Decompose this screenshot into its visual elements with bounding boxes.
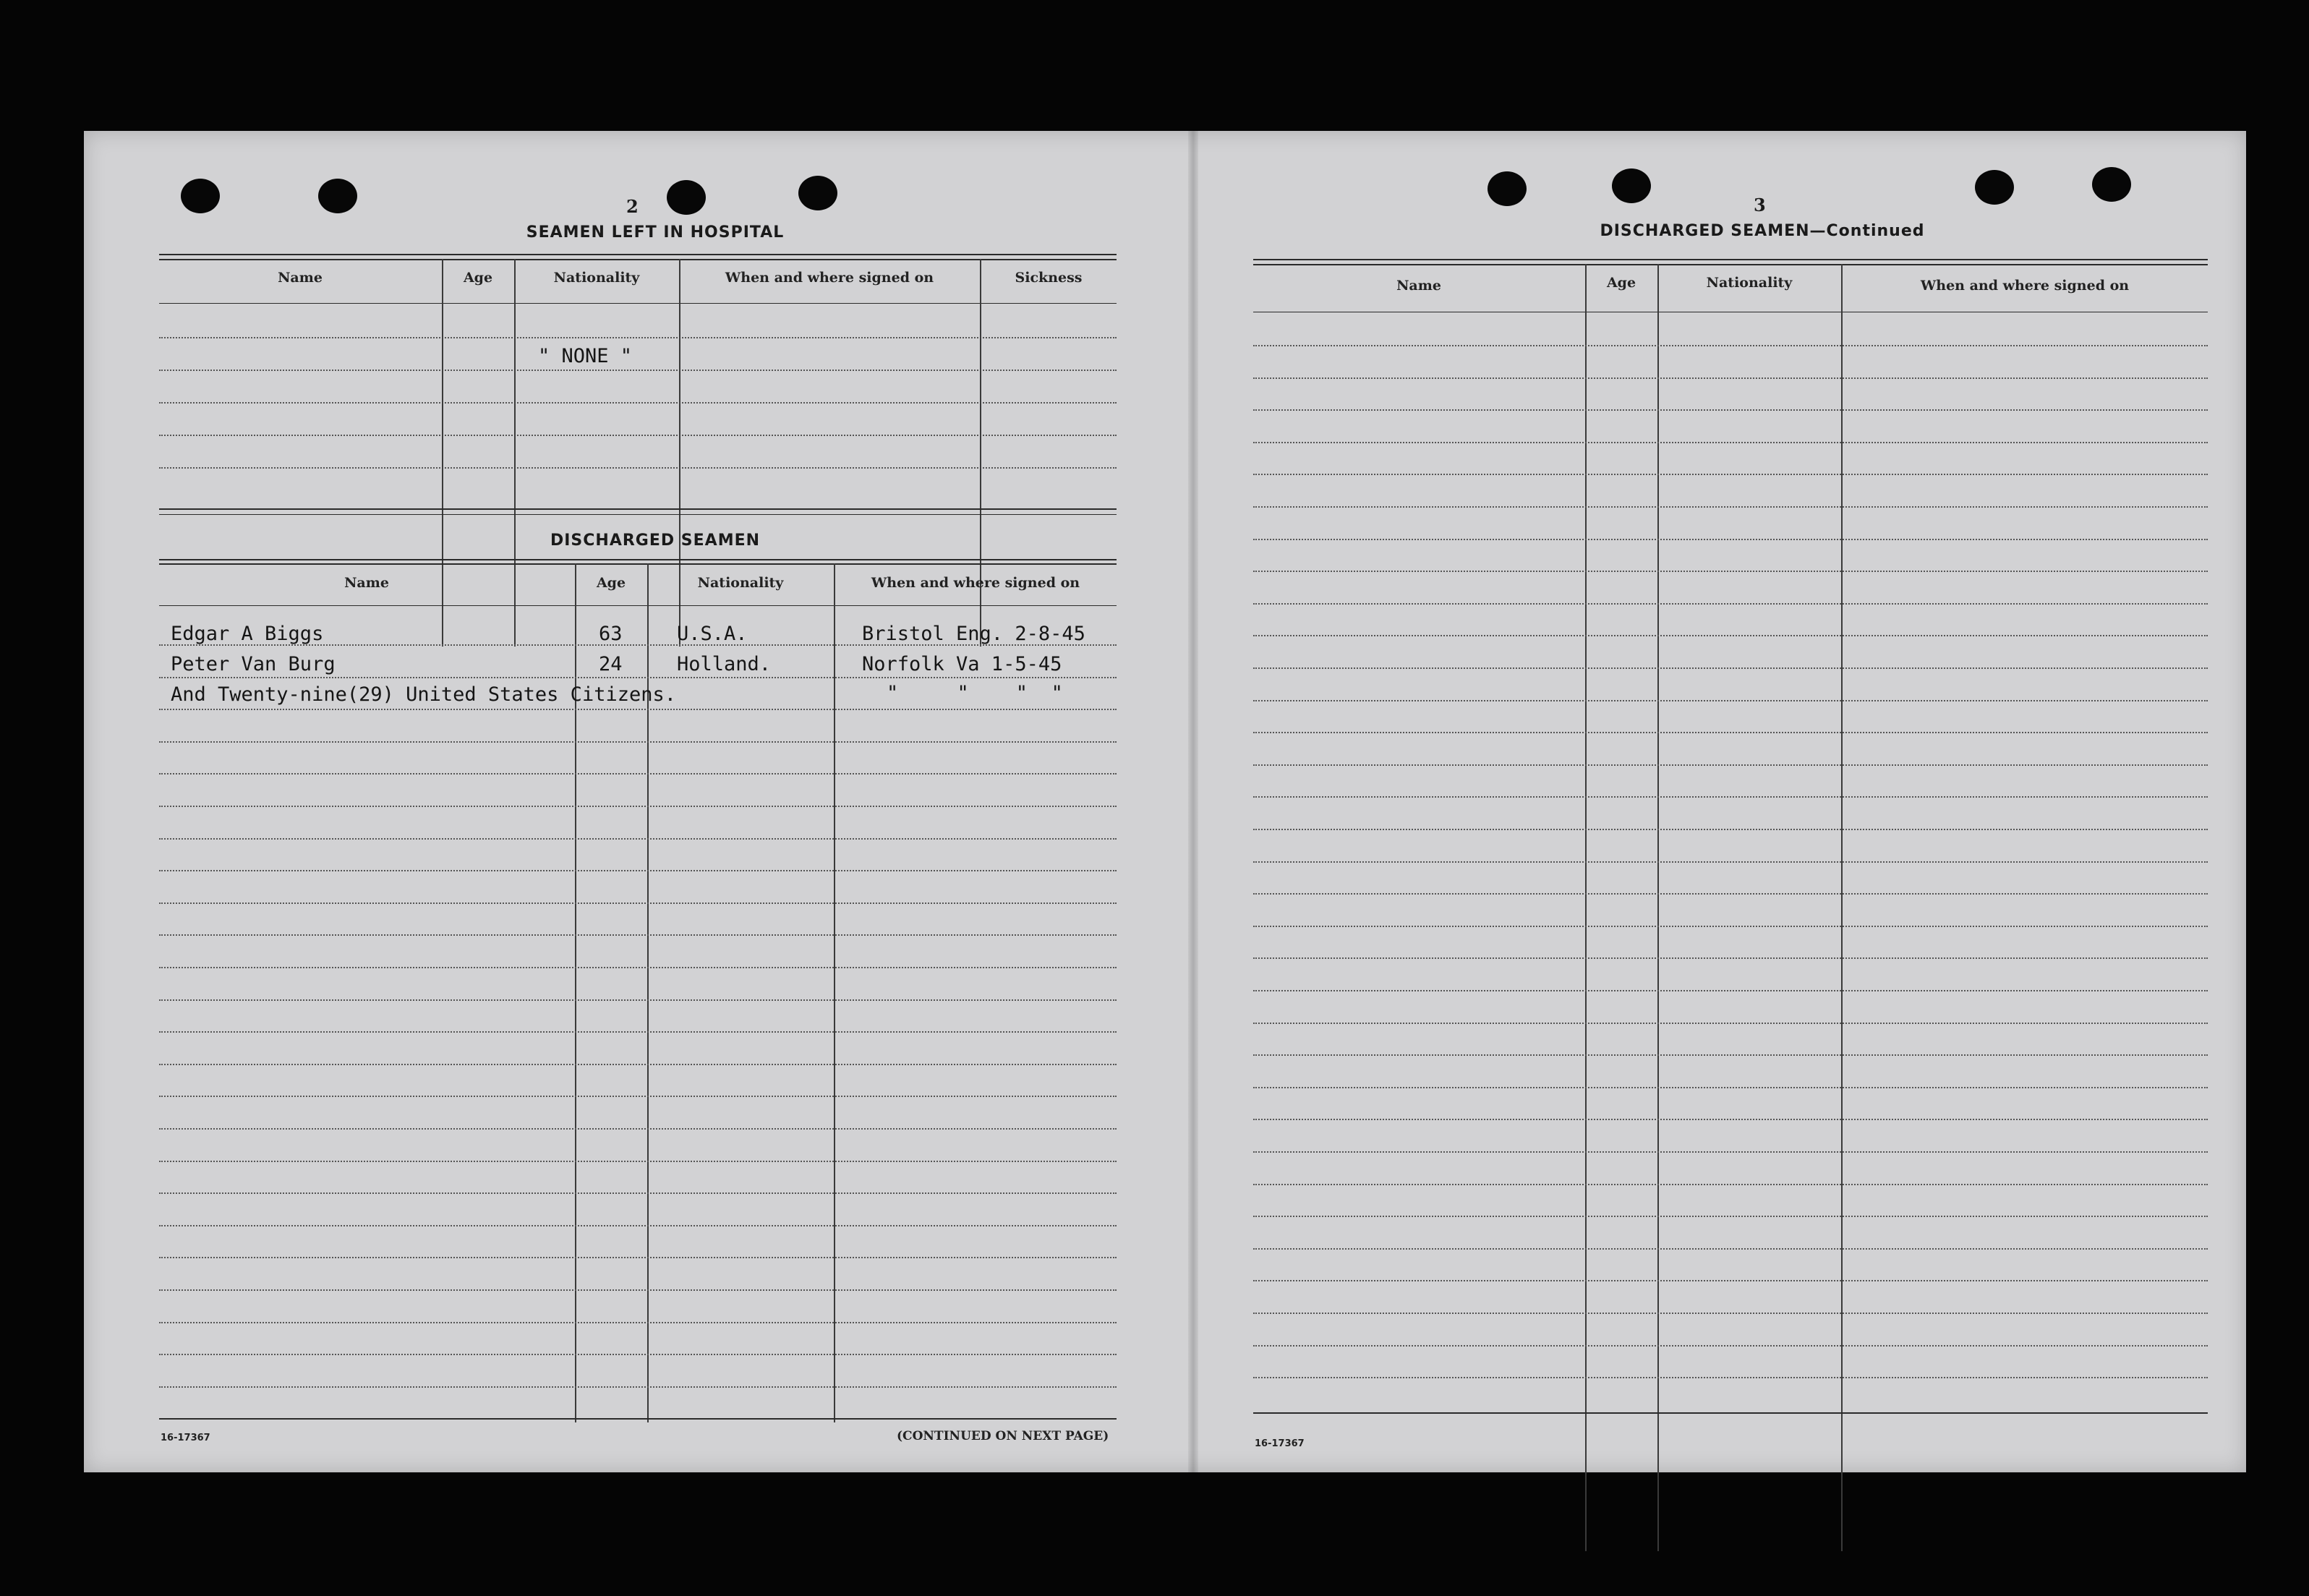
row-line bbox=[159, 1096, 1117, 1097]
seaman-signed-on: Norfolk Va 1-5-45 bbox=[862, 653, 1062, 675]
table-rule bbox=[159, 605, 1117, 606]
col-header-name: Name bbox=[1396, 278, 1441, 294]
row-line bbox=[159, 370, 1117, 371]
row-line bbox=[1253, 700, 2208, 701]
form-number: 16-17367 bbox=[1255, 1438, 1305, 1449]
row-line bbox=[159, 999, 1117, 1001]
table-rule bbox=[1253, 1412, 2208, 1414]
discharged-continued-title: DISCHARGED SEAMEN—Continued bbox=[1600, 222, 1925, 240]
row-line bbox=[1253, 539, 2208, 540]
row-line bbox=[159, 967, 1117, 968]
discharged-section-title: DISCHARGED SEAMEN bbox=[550, 532, 761, 550]
row-line bbox=[159, 337, 1117, 338]
col-header-name: Name bbox=[278, 270, 323, 286]
col-header-age: Age bbox=[596, 575, 626, 591]
left-page bbox=[84, 131, 1188, 1472]
row-line bbox=[1253, 1151, 2208, 1153]
row-line bbox=[1253, 957, 2208, 959]
table-rule bbox=[159, 259, 1117, 260]
row-line bbox=[1253, 829, 2208, 830]
row-line bbox=[159, 902, 1117, 904]
row-line bbox=[159, 1161, 1117, 1162]
row-line bbox=[1253, 926, 2208, 927]
row-line bbox=[159, 806, 1117, 807]
table-rule bbox=[159, 254, 1117, 255]
row-line bbox=[1253, 1313, 2208, 1314]
seaman-nationality: U.S.A. bbox=[677, 623, 748, 645]
row-line bbox=[1253, 1087, 2208, 1088]
row-line bbox=[1253, 1119, 2208, 1120]
column-divider bbox=[834, 563, 835, 1422]
row-line bbox=[159, 1386, 1117, 1388]
row-line bbox=[159, 467, 1117, 469]
row-line bbox=[1253, 861, 2208, 863]
binder-hole bbox=[181, 179, 220, 213]
row-line bbox=[1253, 506, 2208, 508]
table-rule bbox=[159, 559, 1117, 560]
seaman-name: Edgar A Biggs bbox=[171, 623, 324, 645]
column-divider bbox=[1841, 264, 1843, 1551]
row-line bbox=[159, 1064, 1117, 1065]
table-rule bbox=[159, 508, 1117, 510]
row-line bbox=[1253, 345, 2208, 346]
row-line bbox=[159, 741, 1117, 743]
binder-hole bbox=[1975, 170, 2014, 205]
table-rule bbox=[1253, 259, 2208, 260]
col-header-name: Name bbox=[344, 575, 389, 591]
row-line bbox=[1253, 571, 2208, 572]
row-line bbox=[159, 1192, 1117, 1194]
row-line bbox=[159, 435, 1117, 436]
row-line bbox=[1253, 990, 2208, 991]
column-divider bbox=[1657, 264, 1659, 1551]
row-line bbox=[159, 709, 1117, 710]
col-header-signed-on: When and where signed on bbox=[725, 270, 934, 286]
col-header-nationality: Nationality bbox=[1706, 275, 1793, 291]
table-rule bbox=[1253, 264, 2208, 265]
table-rule bbox=[159, 514, 1117, 515]
row-line bbox=[159, 1322, 1117, 1323]
row-line bbox=[159, 1225, 1117, 1226]
row-line bbox=[1253, 603, 2208, 605]
row-line bbox=[1253, 1248, 2208, 1250]
binder-hole bbox=[2092, 167, 2131, 202]
row-line bbox=[1253, 474, 2208, 475]
continued-note: (CONTINUED ON NEXT PAGE) bbox=[897, 1429, 1109, 1443]
ledger-sheet bbox=[84, 131, 2246, 1472]
row-line bbox=[159, 1031, 1117, 1033]
seaman-nationality: Holland. bbox=[677, 653, 772, 675]
row-line bbox=[1253, 893, 2208, 895]
binder-hole bbox=[667, 180, 706, 215]
row-line bbox=[1253, 667, 2208, 669]
form-number: 16-17367 bbox=[161, 1433, 210, 1443]
table-rule bbox=[159, 303, 1117, 304]
row-line bbox=[1253, 1184, 2208, 1185]
row-line bbox=[159, 1354, 1117, 1355]
row-line bbox=[159, 773, 1117, 774]
summary-line: And Twenty-nine(29) United States Citizens. bbox=[171, 683, 676, 706]
hospital-none-entry: " NONE " bbox=[538, 345, 633, 367]
binder-hole bbox=[1612, 168, 1651, 203]
col-header-nationality: Nationality bbox=[697, 575, 784, 591]
row-line bbox=[1253, 1280, 2208, 1281]
row-line bbox=[159, 677, 1117, 678]
col-header-signed-on: When and where signed on bbox=[1920, 278, 2130, 294]
row-line bbox=[159, 402, 1117, 404]
row-line bbox=[1253, 1023, 2208, 1024]
binder-hole bbox=[318, 179, 357, 213]
row-line bbox=[159, 1289, 1117, 1291]
page-fold bbox=[1188, 131, 1198, 1472]
row-line bbox=[1253, 732, 2208, 733]
table-rule bbox=[159, 563, 1117, 565]
col-header-sickness: Sickness bbox=[1015, 270, 1083, 286]
col-header-age: Age bbox=[463, 270, 493, 286]
row-line bbox=[1253, 1216, 2208, 1217]
col-header-age: Age bbox=[1606, 275, 1636, 291]
seaman-age: 24 bbox=[599, 653, 623, 675]
row-line bbox=[1253, 1377, 2208, 1378]
row-line bbox=[1253, 377, 2208, 379]
binder-hole bbox=[798, 176, 837, 210]
row-line bbox=[159, 934, 1117, 936]
row-line bbox=[1253, 1054, 2208, 1056]
column-divider bbox=[1585, 264, 1587, 1551]
row-line bbox=[159, 870, 1117, 871]
row-line bbox=[159, 838, 1117, 840]
col-header-nationality: Nationality bbox=[553, 270, 640, 286]
hospital-section-title: SEAMEN LEFT IN HOSPITAL bbox=[526, 223, 785, 242]
row-line bbox=[1253, 1345, 2208, 1347]
row-line bbox=[1253, 764, 2208, 766]
col-header-signed-on: When and where signed on bbox=[871, 575, 1080, 591]
row-line bbox=[1253, 635, 2208, 636]
row-line bbox=[1253, 796, 2208, 798]
row-line bbox=[159, 1128, 1117, 1130]
seaman-name: Peter Van Burg bbox=[171, 653, 336, 675]
row-line bbox=[1253, 442, 2208, 443]
row-line bbox=[159, 1257, 1117, 1258]
seaman-age: 63 bbox=[599, 623, 623, 645]
right-page bbox=[1198, 131, 2246, 1472]
table-rule bbox=[159, 1418, 1117, 1420]
page-number: 2 bbox=[626, 196, 639, 217]
binder-hole bbox=[1488, 171, 1527, 206]
seaman-signed-on: Bristol Eng. 2-8-45 bbox=[862, 623, 1085, 645]
page-number: 3 bbox=[1754, 195, 1766, 215]
row-line bbox=[1253, 409, 2208, 411]
ditto-marks: " " " " bbox=[887, 682, 1063, 704]
